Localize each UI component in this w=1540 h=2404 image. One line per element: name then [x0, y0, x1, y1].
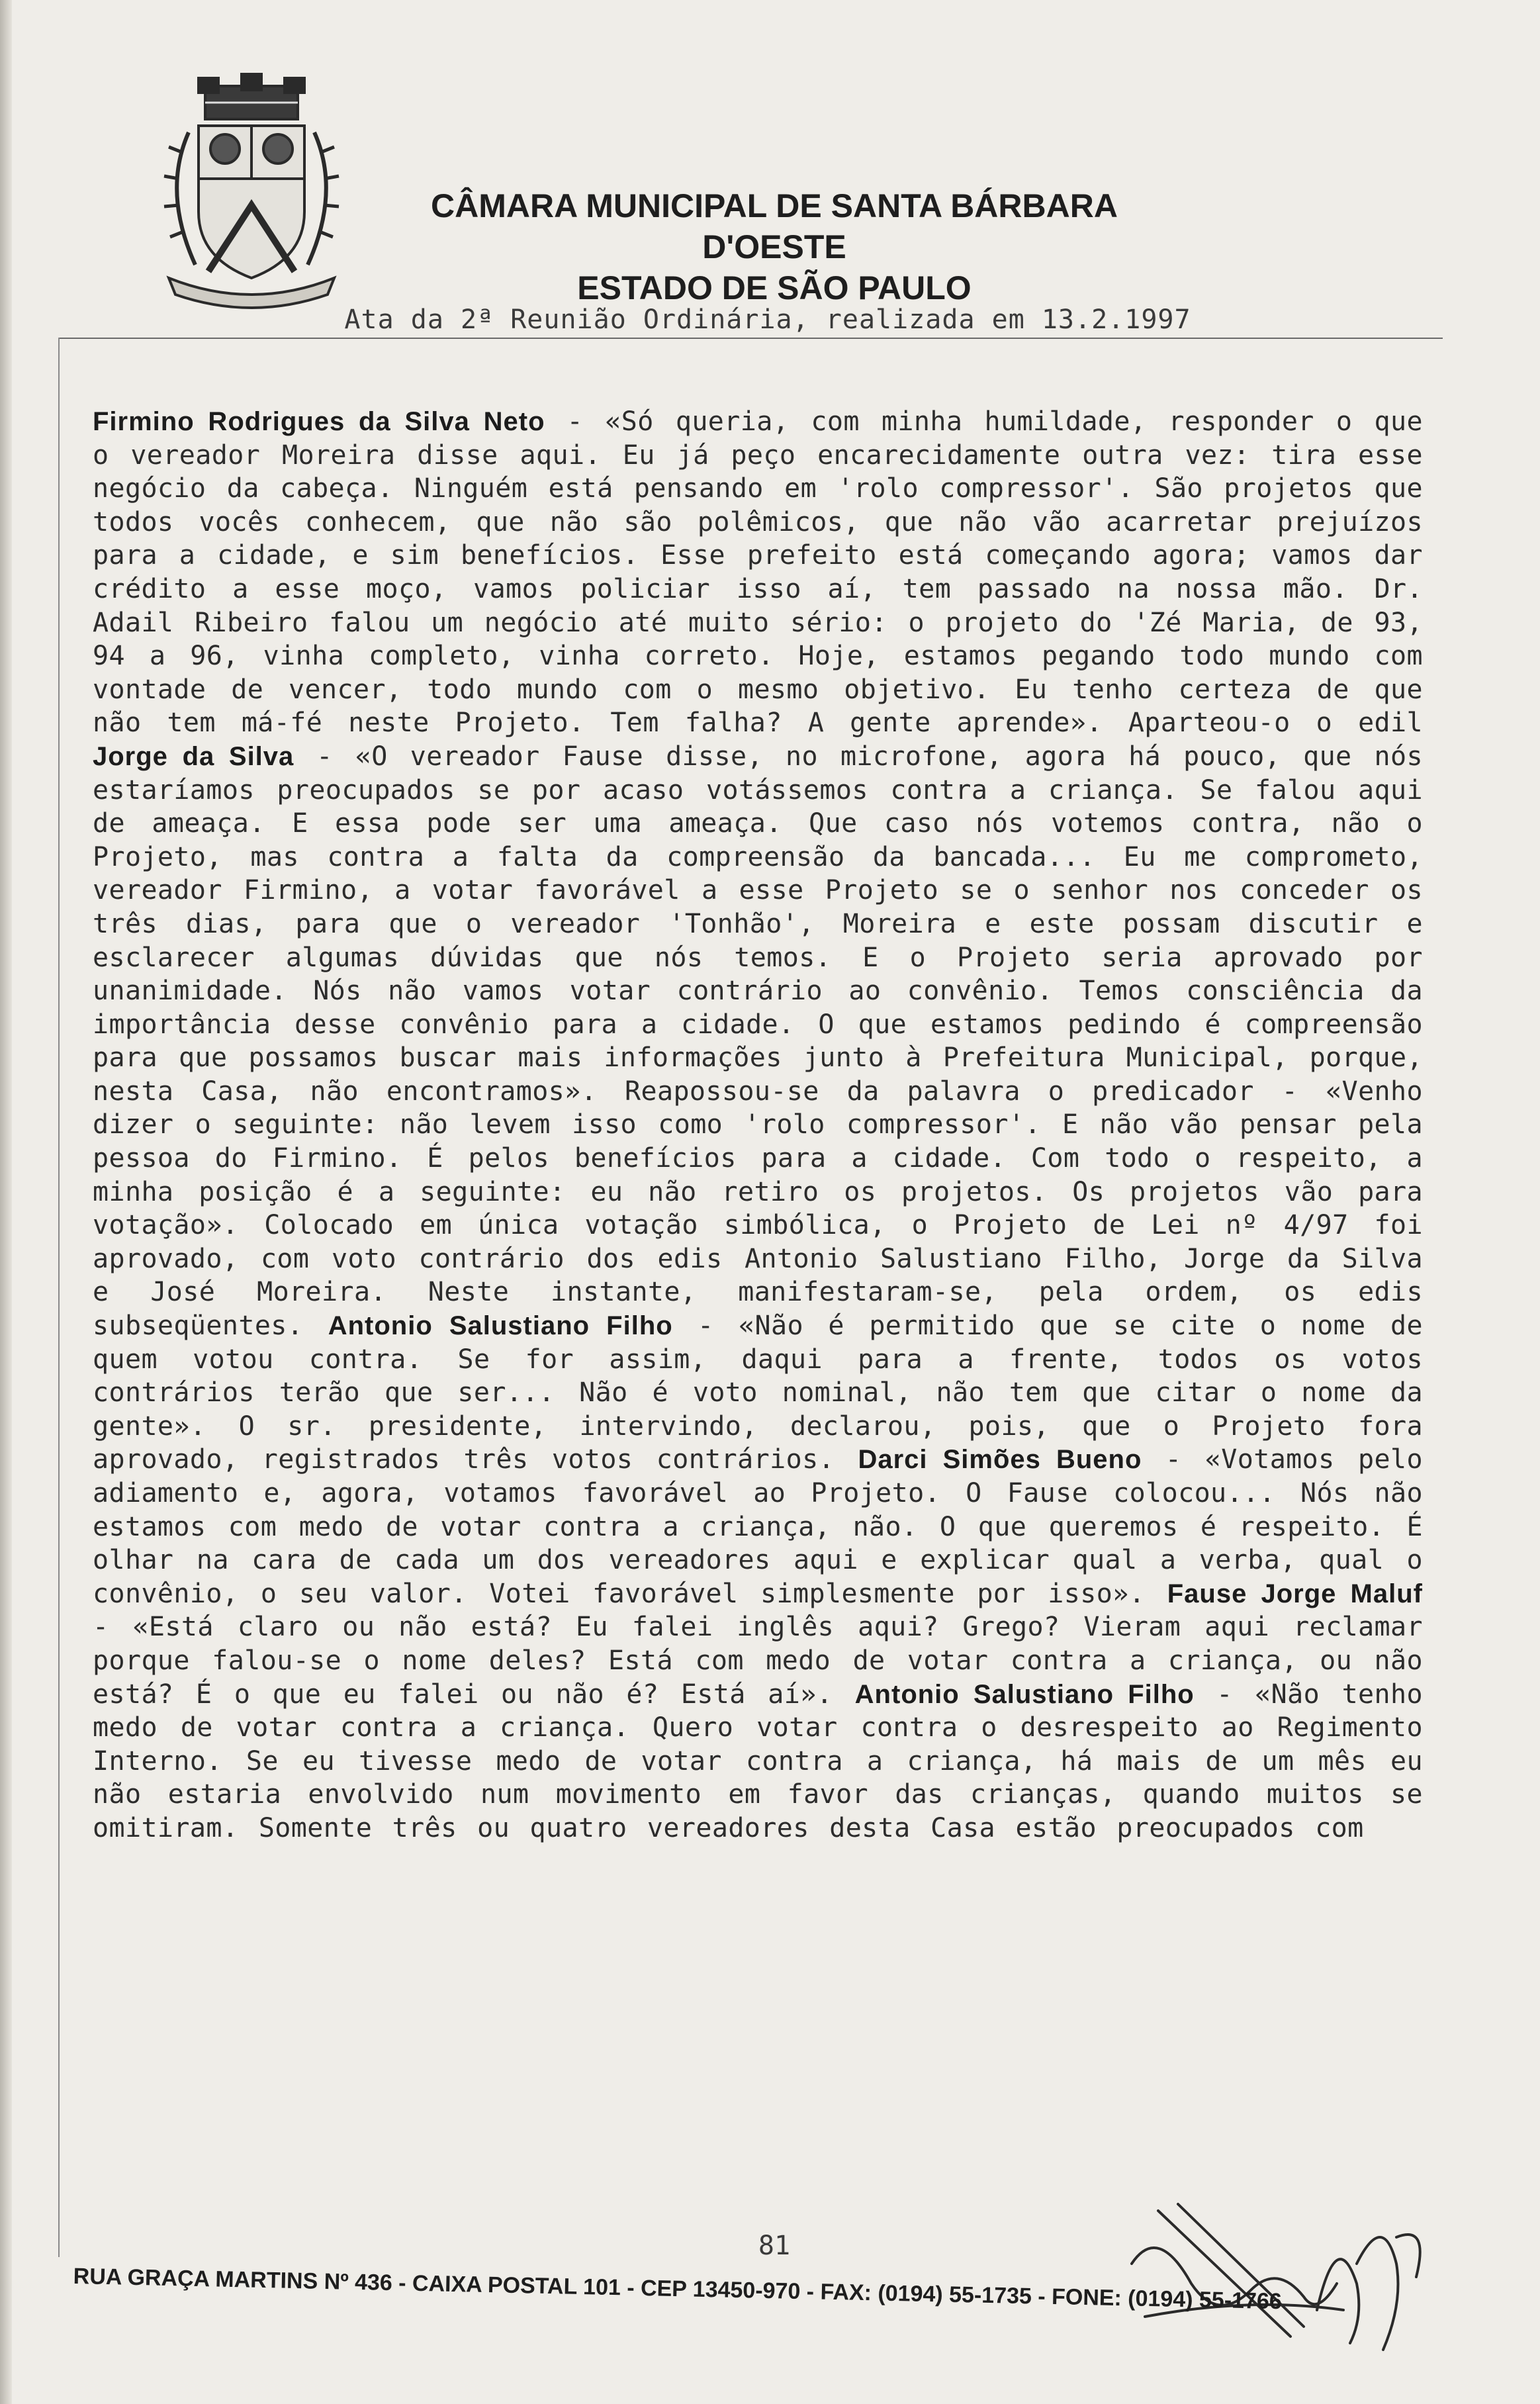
- speech-text: - «Não tenho medo de votar contra a criança. Quero votar contra o desrespeito ao Regimento Interno. Se eu tivesse medo de votar contra a criança, há mais de um mês eu não estaria envolvido num movimento em favor das crianças, quando muitos se omitiram. Somente três ou quatro vereadores desta Casa estão preocupados com: [93, 1679, 1423, 1843]
- header-title: CÂMARA MUNICIPAL DE SANTA BÁRBARA D'OESTE: [431, 187, 1118, 265]
- speaker-name: Jorge da Silva: [93, 741, 294, 771]
- coat-of-arms-icon: [142, 73, 361, 311]
- speech-text: - «Só queria, com minha humildade, responder o que o vereador Moreira disse aqui. Eu já peço encarecidamente outra vez: tira esse negócio da cabeça. Ninguém está pensando em 'rolo compressor'. São projetos que todos vocês conhecem, que não são polêmicos, que não vão acarretar prejuízos para a cidade, e sim benefícios. Esse prefeito está começando agora; vamos dar crédito a esse moço, vamos policiar isso aí, tem passado na nossa mão. Dr. Adail Ribeiro falou um negócio até muito sério: o projeto do 'Zé Maria, de 93, 94 a 96, vinha completo, vinha correto. Hoje, estamos pegando todo mundo com vontade de vencer, todo mundo com o mesmo objetivo. Eu tenho certeza de que não tem má-fé neste Projeto. Tem falha? A gente aprende». Aparteou-o o edil: [93, 406, 1423, 739]
- speaker-name: Darci Simões Bueno: [858, 1445, 1142, 1475]
- speech-text: - «Votamos pelo adiamento e, agora, votamos favorável ao Projeto. O Fause colocou... Nós não estamos com medo de votar contra a criança, não. O que queremos é respeito. É olhar na cara de cada um dos vereadores aqui e explicar qual a verba, qual o convênio, o seu valor. Votei favorável simplesmente por isso».: [93, 1444, 1423, 1609]
- footer-street: RUA GRAÇA MARTINS: [73, 2264, 318, 2294]
- speech-text: - «Está claro ou não está? Eu falei inglês aqui? Grego? Vieram aqui reclamar porque falou-se o nome deles? Está com medo de votar contra a criança, ou não está? É o que eu falei ou não é? Está aí».: [93, 1612, 1423, 1710]
- header-subtitle: ESTADO DE SÃO PAULO: [577, 269, 972, 306]
- minutes-body: [93, 405, 1423, 2152]
- divider: [60, 338, 1443, 339]
- minutes-title: Ata da 2ª Reunião Ordinária, realizada em 13.2.1997: [344, 304, 1191, 335]
- speaker-name: Antonio Salustiano Filho: [328, 1311, 673, 1341]
- footer-contact: Nº 436 - CAIXA POSTAL 101 - CEP 13450-970 - FAX: (0194) 55-1735 - FONE: (0194) 55-1766: [317, 2268, 1283, 2315]
- page-number: 81: [758, 2231, 791, 2261]
- speaker-name: Fause Jorge Maluf: [1167, 1579, 1423, 1608]
- speaker-name: Firmino Rodrigues da Silva Neto: [93, 407, 545, 436]
- page-edge: [0, 0, 12, 2404]
- institution-header: [371, 185, 1178, 308]
- speech-text: - «O vereador Fause disse, no microfone, agora há pouco, que nós estaríamos preocupados se por acaso votássemos contra a criança. Se falou aqui de ameaça. E essa pode ser uma ameaça. Que caso nós votemos contra, não o Projeto, mas contra a falta da compreensão da bancada... Eu me comprometo, vereador Firmino, a votar favorável a esse Projeto se o senhor nos conceder os três dias, para que o vereador 'Tonhão', Moreira e este possam discutir e esclarecer algumas dúvidas que nós temos. E o Projeto seria aprovado por unanimidade. Nós não vamos votar contrário ao convênio. Temos consciência da importância desse convênio para a cidade. O que estamos pedindo é compreensão para que possamos buscar mais informações junto à Prefeitura Municipal, porque, nesta Casa, não encontramos». Reapossou-se da palavra o predicador - «Venho dizer o seguinte: não levem isso como 'rolo compressor'. E não vão pensar pela pessoa do Firmino. É pelos benefícios para a cidade. Com todo o respeito, a minha posição é a seguinte: eu não retiro os projetos. Os projetos vão para votação». Colocado em única votação simbólica, o Projeto de Lei nº 4/97 foi aprovado, com voto contrário dos edis Antonio Salustiano Filho, Jorge da Silva e José Moreira. Neste instante, manifestaram-se, pela ordem, os edis subseqüentes.: [93, 741, 1423, 1342]
- margin-line: [58, 338, 60, 2257]
- speech-text: - «Não é permitido que se cite o nome de quem votou contra. Se for assim, daqui para a frente, todos os votos contrários terão que ser... Não é voto nominal, não tem que citar o nome da gente». O sr. presidente, intervindo, declarou, pois, que o Projeto fora aprovado, registrados três votos contrários.: [93, 1311, 1423, 1475]
- speaker-name: Antonio Salustiano Filho: [854, 1679, 1195, 1709]
